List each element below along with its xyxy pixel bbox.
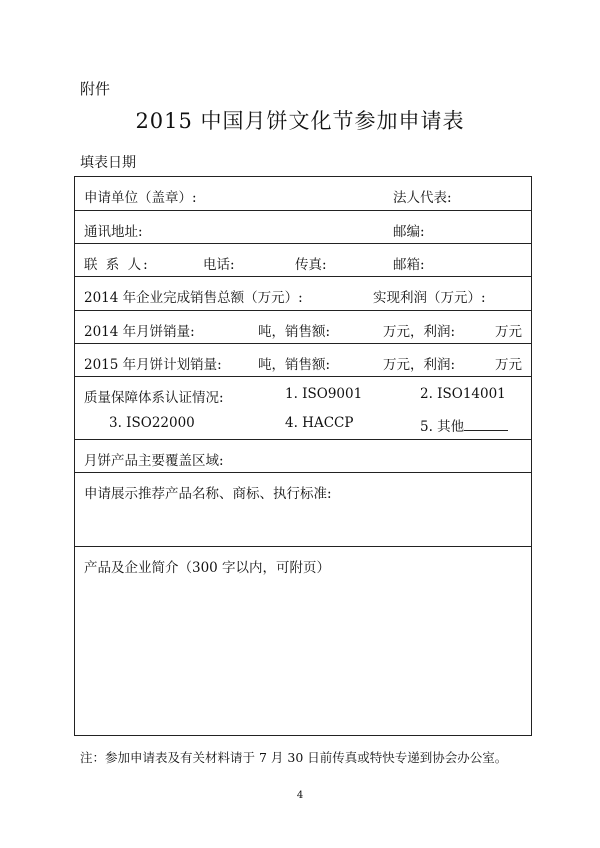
postcode-field[interactable]: 邮编: <box>393 224 425 240</box>
row-contact <box>75 244 531 277</box>
row-2014-sales <box>75 311 531 344</box>
email-field[interactable]: 邮箱: <box>393 257 425 273</box>
sales-2014-end: 万元 <box>495 324 522 340</box>
row-sales-total <box>75 277 531 311</box>
sales-2014-ton: 吨，销售额: <box>258 324 331 340</box>
intro-field[interactable]: 产品及企业简介（300 字以内，可附页） <box>84 560 331 576</box>
footnote: 注：参加申请表及有关材料请于 7 月 30 日前传真或特快专递到协会办公室。 <box>80 750 508 765</box>
cert-option-iso14001[interactable]: 2. ISO14001 <box>420 386 506 402</box>
phone-field[interactable]: 电话: <box>203 257 235 273</box>
cert-option-iso22000[interactable]: 3. ISO22000 <box>109 415 195 431</box>
certification-label: 质量保障体系认证情况: <box>84 390 224 406</box>
row-unit <box>75 177 531 211</box>
address-field[interactable]: 通讯地址: <box>84 224 143 240</box>
plan-2015-label[interactable]: 2015 年月饼计划销量: <box>84 357 222 373</box>
plan-2015-end: 万元 <box>495 357 522 373</box>
fax-field[interactable]: 传真: <box>295 257 327 273</box>
products-field[interactable]: 申请展示推荐产品名称、商标、执行标准: <box>84 486 332 502</box>
attachment-label: 附件 <box>80 80 111 98</box>
row-2015-plan <box>75 344 531 377</box>
other-blank-line[interactable] <box>464 418 508 431</box>
plan-2015-ton: 吨，销售额: <box>258 357 331 373</box>
fill-date-label: 填表日期 <box>80 155 136 171</box>
coverage-field[interactable]: 月饼产品主要覆盖区域: <box>84 453 224 469</box>
profit-field[interactable]: 实现利润（万元）: <box>373 290 486 306</box>
page-number: 4 <box>296 790 304 801</box>
cert-option-haccp[interactable]: 4. HACCP <box>285 415 354 431</box>
form-title: 2015 中国月饼文化节参加申请表 <box>135 109 465 133</box>
row-intro <box>75 547 531 735</box>
row-coverage <box>75 440 531 473</box>
application-form-table <box>74 176 532 736</box>
cert-option-other[interactable] <box>420 415 508 435</box>
plan-2015-wan: 万元，利润: <box>383 357 456 373</box>
sales-2014-wan: 万元，利润: <box>383 324 456 340</box>
cert-option-iso9001[interactable]: 1. ISO9001 <box>285 386 363 402</box>
contact-field[interactable]: 联 系 人: <box>84 257 150 273</box>
sales-total-field[interactable]: 2014 年企业完成销售总额（万元）: <box>84 290 303 306</box>
row-address <box>75 211 531 244</box>
row-products <box>75 473 531 547</box>
cert-option-other-label: 5. 其他 <box>420 419 465 435</box>
legal-rep-field[interactable]: 法人代表: <box>393 190 452 206</box>
sales-2014-label[interactable]: 2014 年月饼销量: <box>84 324 195 340</box>
unit-field[interactable]: 申请单位（盖章）: <box>84 190 197 206</box>
row-certification <box>75 377 531 440</box>
